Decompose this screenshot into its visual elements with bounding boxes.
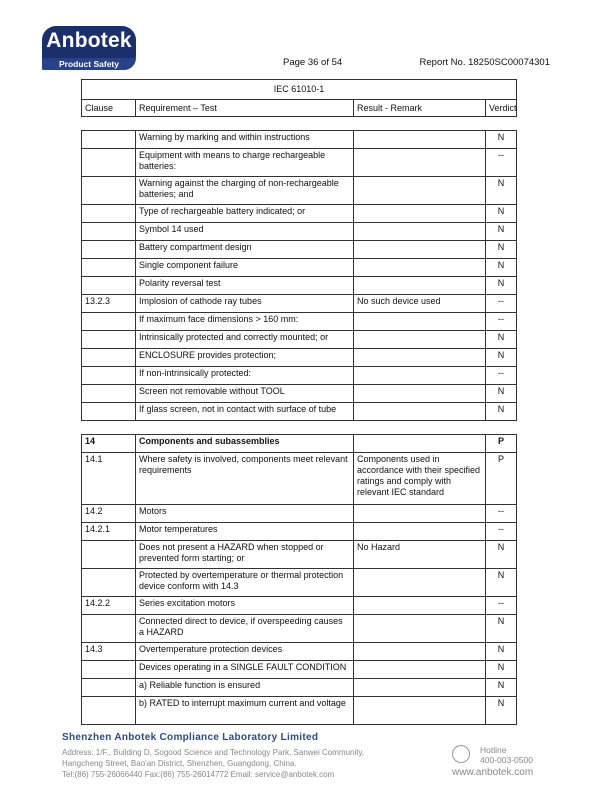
requirement-cell: Does not present a HAZARD when stopped or prevented form starting; or: [136, 541, 354, 569]
requirement-cell: Where safety is involved, components meet relevant requirements: [136, 453, 354, 505]
result-cell: [354, 349, 486, 367]
table-row: [82, 597, 517, 615]
verdict-cell: N: [486, 205, 517, 223]
requirement-cell: Screen not removable without TOOL: [136, 385, 354, 403]
table-row: [82, 569, 517, 597]
clause-cell: 14.1: [82, 453, 136, 505]
table-row: [82, 643, 517, 661]
table-row: [82, 205, 517, 223]
requirement-cell: Symbol 14 used: [136, 223, 354, 241]
result-cell: [354, 697, 486, 725]
col-verdict: Verdict: [486, 100, 517, 117]
requirement-cell: If glass screen, not in contact with surface of tube: [136, 403, 354, 421]
verdict-cell: N: [486, 277, 517, 295]
column-header-row: [82, 100, 517, 117]
clause-cell: 14.2.2: [82, 597, 136, 615]
result-cell: [354, 277, 486, 295]
hotline-number: 400-003-0500: [480, 755, 533, 765]
requirement-cell: Warning against the charging of non-rechargeable batteries; and: [136, 177, 354, 205]
clause-cell: 14.2: [82, 505, 136, 523]
clause-cell: [82, 131, 136, 149]
verdict-cell: N: [486, 541, 517, 569]
result-cell: [354, 615, 486, 643]
table-row: [82, 615, 517, 643]
table-row: [82, 259, 517, 277]
clause-cell: [82, 223, 136, 241]
requirement-cell: Series excitation motors: [136, 597, 354, 615]
result-cell: [354, 177, 486, 205]
clause-cell: [82, 349, 136, 367]
result-cell: [354, 331, 486, 349]
requirement-cell: Polarity reversal test: [136, 277, 354, 295]
clause-cell: [82, 385, 136, 403]
result-cell: [354, 523, 486, 541]
table-row: [82, 177, 517, 205]
requirement-cell: Motors: [136, 505, 354, 523]
section-1-table: [81, 130, 517, 421]
requirement-cell: Devices operating in a SINGLE FAULT CONDITION: [136, 661, 354, 679]
verdict-cell: N: [486, 403, 517, 421]
table-row: [82, 131, 517, 149]
table-row: [82, 241, 517, 259]
table-row: [82, 697, 517, 725]
verdict-cell: N: [486, 331, 517, 349]
verdict-cell: --: [486, 523, 517, 541]
lab-contact: Tel:(86) 755-26066440 Fax:(86) 755-26014772 Email: service@anbotek.com: [62, 770, 335, 779]
result-cell: [354, 643, 486, 661]
verdict-cell: N: [486, 385, 517, 403]
table-row: [82, 661, 517, 679]
clause-cell: [82, 403, 136, 421]
website: www.anbotek.com: [452, 767, 534, 778]
result-cell: [354, 259, 486, 277]
clause-cell: [82, 541, 136, 569]
clause-cell: [82, 367, 136, 385]
verdict-cell: --: [486, 295, 517, 313]
table-row: [82, 523, 517, 541]
clause-cell: [82, 313, 136, 331]
result-cell: [354, 435, 486, 453]
result-cell: [354, 367, 486, 385]
table-row: [82, 149, 517, 177]
requirement-cell: Motor temperatures: [136, 523, 354, 541]
result-cell: Components used in accordance with their specified ratings and comply with relevant IEC standard: [354, 453, 486, 505]
table-row: [82, 453, 517, 505]
requirement-cell: Warning by marking and within instructions: [136, 131, 354, 149]
col-clause: Clause: [82, 100, 136, 117]
table-row: [82, 313, 517, 331]
clause-cell: [82, 697, 136, 725]
table-row: [82, 277, 517, 295]
result-cell: [354, 569, 486, 597]
requirement-cell: Components and subassemblies: [136, 435, 354, 453]
requirement-cell: ENCLOSURE provides protection;: [136, 349, 354, 367]
verdict-cell: N: [486, 643, 517, 661]
table-row: [82, 367, 517, 385]
table-row: [82, 435, 517, 453]
requirement-cell: Connected direct to device, if overspeeding causes a HAZARD: [136, 615, 354, 643]
result-cell: [354, 403, 486, 421]
verdict-cell: P: [486, 435, 517, 453]
table-row: [82, 331, 517, 349]
clause-cell: [82, 569, 136, 597]
clause-cell: [82, 149, 136, 177]
verdict-cell: N: [486, 259, 517, 277]
clause-cell: [82, 679, 136, 697]
verdict-cell: --: [486, 367, 517, 385]
standard-row: [82, 80, 517, 100]
requirement-cell: b) RATED to interrupt maximum current and voltage: [136, 697, 354, 725]
requirement-cell: If maximum face dimensions > 160 mm:: [136, 313, 354, 331]
lab-name: Shenzhen Anbotek Compliance Laboratory Limited: [62, 732, 319, 743]
clause-cell: [82, 615, 136, 643]
verdict-cell: --: [486, 313, 517, 331]
verdict-cell: --: [486, 505, 517, 523]
result-cell: [354, 223, 486, 241]
clause-cell: [82, 241, 136, 259]
result-cell: [354, 505, 486, 523]
requirement-cell: Single component failure: [136, 259, 354, 277]
table-row: [82, 385, 517, 403]
result-cell: [354, 131, 486, 149]
verdict-cell: --: [486, 597, 517, 615]
standard-title: IEC 61010-1: [82, 80, 517, 100]
verdict-cell: N: [486, 131, 517, 149]
clause-cell: [82, 277, 136, 295]
clause-cell: 14.2.1: [82, 523, 136, 541]
verdict-cell: N: [486, 661, 517, 679]
result-cell: [354, 313, 486, 331]
result-cell: [354, 679, 486, 697]
report-number: Report No. 18250SC00074301: [419, 57, 550, 68]
clause-cell: 14.3: [82, 643, 136, 661]
lab-address: Address: 1/F., Building D, Sogood Science and Technology Park, Sanwei Community, Hangcheng Street, Bao'an District, Shenzhen, Guangdong, China.: [62, 748, 365, 768]
verdict-cell: N: [486, 679, 517, 697]
clause-cell: [82, 331, 136, 349]
hotline-block: [452, 745, 542, 778]
logo-brand: Anbotek: [46, 29, 132, 52]
table-row: [82, 349, 517, 367]
clause-cell: [82, 177, 136, 205]
requirement-cell: Battery compartment design: [136, 241, 354, 259]
clause-cell: [82, 259, 136, 277]
table-row: [82, 295, 517, 313]
verdict-cell: N: [486, 241, 517, 259]
table-row: [82, 403, 517, 421]
verdict-cell: --: [486, 149, 517, 177]
requirement-cell: Overtemperature protection devices: [136, 643, 354, 661]
result-cell: [354, 205, 486, 223]
requirement-cell: a) Reliable function is ensured: [136, 679, 354, 697]
anbotek-logo: [42, 26, 136, 70]
table-row: [82, 505, 517, 523]
result-cell: [354, 661, 486, 679]
verdict-cell: N: [486, 615, 517, 643]
verdict-cell: N: [486, 349, 517, 367]
clause-cell: [82, 661, 136, 679]
requirement-cell: Equipment with means to charge rechargeable batteries:: [136, 149, 354, 177]
table-row: [82, 541, 517, 569]
requirement-cell: Implosion of cathode ray tubes: [136, 295, 354, 313]
hotline-label: Hotline: [480, 745, 507, 755]
logo-tagline: Product Safety: [42, 58, 136, 70]
requirement-cell: Intrinsically protected and correctly mounted; or: [136, 331, 354, 349]
result-cell: [354, 385, 486, 403]
result-cell: No Hazard: [354, 541, 486, 569]
table-row: [82, 223, 517, 241]
clause-cell: [82, 205, 136, 223]
clause-cell: 14: [82, 435, 136, 453]
verdict-cell: N: [486, 223, 517, 241]
requirement-cell: If non-intrinsically protected:: [136, 367, 354, 385]
clause-cell: 13.2.3: [82, 295, 136, 313]
section-2-table: [81, 434, 517, 725]
col-result: Result - Remark: [354, 100, 486, 117]
table-row: [82, 679, 517, 697]
header-table: [81, 79, 517, 117]
verdict-cell: N: [486, 177, 517, 205]
verdict-cell: N: [486, 697, 517, 725]
result-cell: [354, 597, 486, 615]
col-requirement: Requirement – Test: [136, 100, 354, 117]
result-cell: [354, 149, 486, 177]
page-number: Page 36 of 54: [283, 57, 343, 68]
verdict-cell: N: [486, 569, 517, 597]
requirement-cell: Type of rechargeable battery indicated; or: [136, 205, 354, 223]
result-cell: [354, 241, 486, 259]
verdict-cell: P: [486, 453, 517, 505]
requirement-cell: Protected by overtemperature or thermal protection device conform with 14.3: [136, 569, 354, 597]
result-cell: No such device used: [354, 295, 486, 313]
